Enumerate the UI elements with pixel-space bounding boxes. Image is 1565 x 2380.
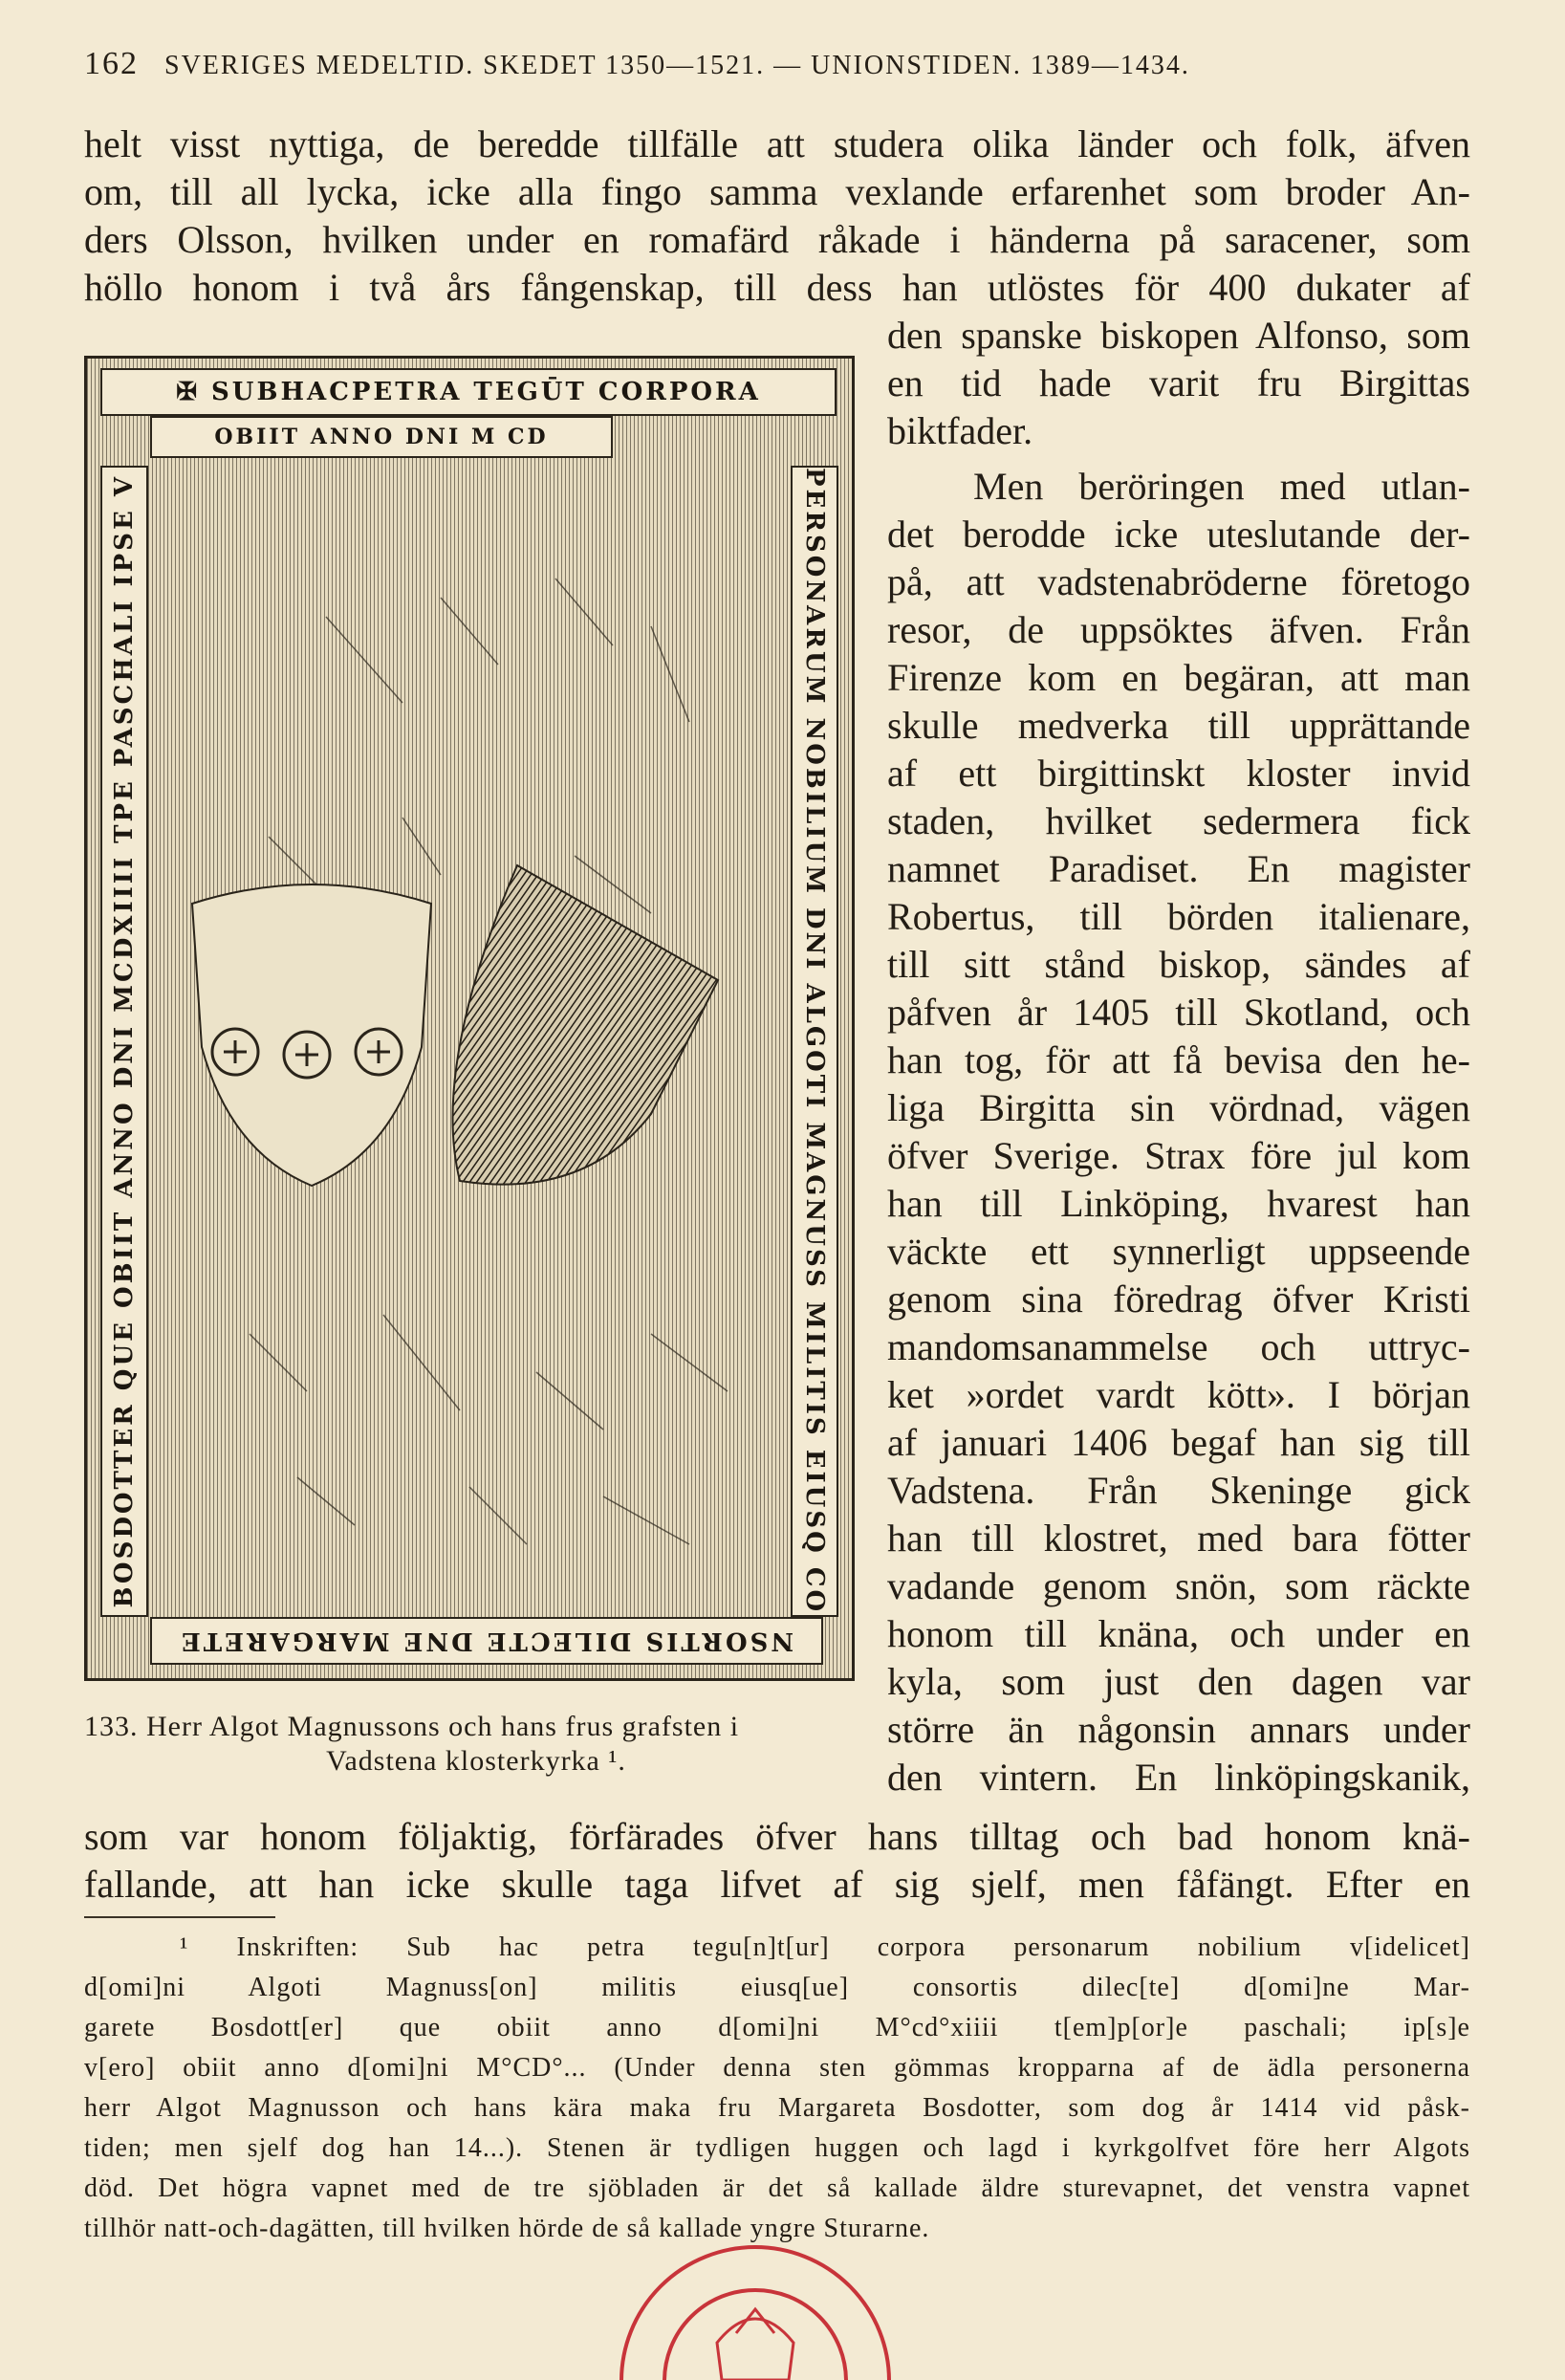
page-number: 162 [84, 46, 139, 81]
body-line: mandomsanammelse och uttryc- [887, 1325, 1470, 1368]
footnote-line: garete Bosdott[er] que obiit anno d[omi]ni M°cd°xiiii t[em]p[or]e paschali; ip[s]e [84, 2013, 1470, 2042]
body-line: af ett birgittinskt kloster invid [887, 752, 1470, 795]
footnote-line: v[ero] obiit anno d[omi]ni M°CD°... (Under denna sten gömmas kropparna af de ädla personerna [84, 2053, 1470, 2083]
running-header [84, 46, 1480, 82]
body-line: Men beröringen med utlan- [973, 465, 1470, 508]
inscription-left [100, 466, 148, 1617]
caption-number: 133. [84, 1711, 139, 1742]
footnote-line: tiden; men sjelf dog han 14...). Stenen är tydligen huggen och lagd i kyrkgolfvet före herr Algots [84, 2133, 1470, 2163]
body-line: som var honom följaktig, förfärades öfver hans tilltag och bad honom knä- [84, 1815, 1470, 1858]
body-line: en tid hade varit fru Birgittas [887, 361, 1470, 404]
body-line: Firenze kom en begäran, att man [887, 656, 1470, 699]
body-line: om, till all lycka, icke alla fingo samma vexlande erfarenhet som broder An- [84, 170, 1470, 213]
inscription-bottom [150, 1617, 823, 1665]
body-line: på, att vadstenabröderne företogo [887, 560, 1470, 603]
body-line: Vadstena. Från Skeninge gick [887, 1469, 1470, 1512]
running-title: SVERIGES MEDELTID. SKEDET 1350—1521. — UNIONSTIDEN. 1389—1434. [164, 51, 1190, 80]
footnote-line: d[omi]ni Algoti Magnuss[on] militis eiusq[ue] consortis dilec[te] d[omi]ne Mar- [84, 1973, 1470, 2002]
inscription-right-text: PERSONARUM NOBILIUM DNI ALGOTI MAGNUSS MILITIS EIUSQ CO [800, 468, 829, 1615]
body-line: namnet Paradiset. En magister [887, 847, 1470, 890]
body-line: af januari 1406 begaf han sig till [887, 1421, 1470, 1464]
body-line: kyla, som just den dagen var [887, 1660, 1470, 1703]
body-line: påfven år 1405 till Skotland, och [887, 991, 1470, 1034]
body-line: den vintern. En linköpingskanik, [887, 1756, 1470, 1799]
inscription-top: ✠ SUBHACPETRA TEGŪT CORPORA [100, 368, 837, 416]
body-line: det berodde icke uteslutande der- [887, 513, 1470, 556]
footnote-line: herr Algot Magnusson och hans kära maka fru Margareta Bosdotter, som dog år 1414 vid påsk- [84, 2093, 1470, 2123]
tombstone-figure [84, 356, 855, 1681]
body-line: resor, de uppsöktes äfven. Från [887, 608, 1470, 651]
body-line: han tog, för att få bevisa den he- [887, 1038, 1470, 1081]
body-line: till sitt stånd biskop, sändes af [887, 943, 1470, 986]
stone-texture-icon [154, 473, 785, 1602]
body-line: den spanske biskopen Alfonso, som [887, 314, 1470, 357]
figure-caption [84, 1710, 868, 1779]
body-line: ders Olsson, hvilken under en romafärd råkade i händerna på saracener, som [84, 218, 1470, 261]
museum-stamp-icon [612, 2199, 899, 2380]
body-line: honom till knäna, och under en [887, 1612, 1470, 1655]
body-line: Robertus, till börden italienare, [887, 895, 1470, 938]
body-line: ket »ordet vardt kött». I början [887, 1373, 1470, 1416]
body-line: väckte ett synnerligt uppseende [887, 1230, 1470, 1273]
body-line: staden, hvilket sedermera fick [887, 799, 1470, 842]
footnote-line: ¹ Inskriften: Sub hac petra tegu[n]t[ur] corpora personarum nobilium v[idelicet] [180, 1932, 1470, 1962]
footnote-line: död. Det högra vapnet med de tre sjöbladen är det så kallade äldre sturevapnet, det venstra vapnet [84, 2173, 1470, 2203]
caption-line-1: Herr Algot Magnussons och hans frus grafsten i [146, 1711, 740, 1742]
body-line: skulle medverka till upprättande [887, 704, 1470, 747]
caption-line-2: Vadstena klosterkyrka ¹. [326, 1745, 626, 1777]
body-line: höllo honom i två års fångenskap, till dess han utlöstes för 400 dukater af [84, 266, 1470, 309]
inscription-right [791, 466, 838, 1617]
inscription-top-second: OBIIT ANNO DNI M CD [150, 416, 613, 458]
footnote-rule [84, 1916, 275, 1918]
body-line: fallande, att han icke skulle taga lifvet af sig sjelf, men fåfängt. Efter en [84, 1863, 1470, 1906]
body-line: biktfader. [887, 409, 1033, 452]
body-line: helt visst nyttiga, de beredde tillfälle att studera olika länder och folk, äfven [84, 122, 1470, 165]
body-line: öfver Sverige. Strax före jul kom [887, 1134, 1470, 1177]
body-line: genom sina föredrag öfver Kristi [887, 1277, 1470, 1321]
body-line: större än någonsin annars under [887, 1708, 1470, 1751]
inscription-left-text: BOSDOTTER QUE OBIIT ANNO DNI MCDXIIII TPE PASCHALI IPSE V [110, 474, 139, 1608]
footnote-line: tillhör natt-och-dagätten, till hvilken hörde de så kallade yngre Sturarne. [84, 2214, 930, 2243]
body-line: vadande genom snön, som räckte [887, 1564, 1470, 1607]
inscription-bottom-text: NSORTIS DILECTE DNE MARGARETE [179, 1627, 794, 1655]
body-line: han till klostret, med bara fötter [887, 1517, 1470, 1560]
body-line: liga Birgitta sin vördnad, vägen [887, 1086, 1470, 1129]
body-line: han till Linköping, hvarest han [887, 1182, 1470, 1225]
